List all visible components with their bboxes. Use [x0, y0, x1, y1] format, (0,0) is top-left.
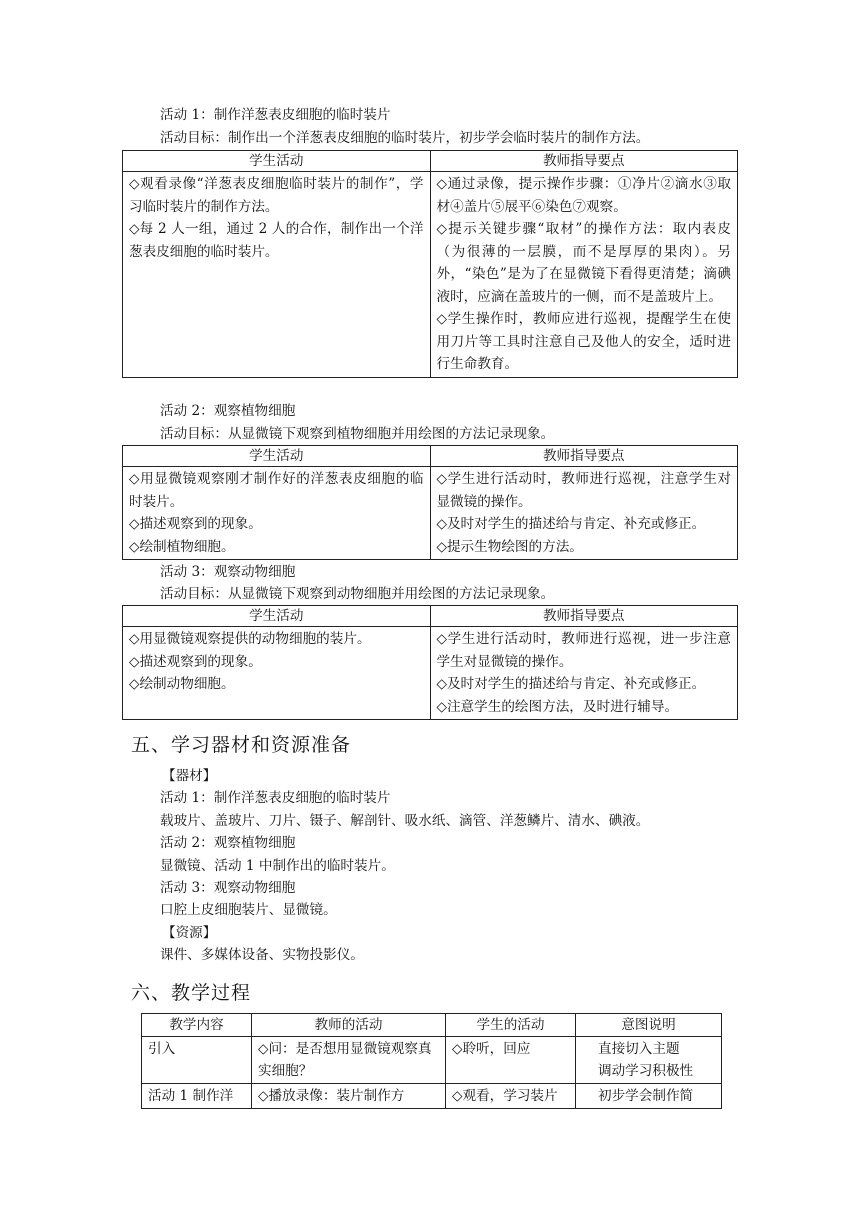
teacher-item: ◇及时对学生的描述给与肯定、补充或修正。: [436, 516, 706, 532]
header-student: 学生活动: [123, 151, 431, 172]
header-student: 学生活动: [123, 446, 431, 467]
student-cell: [123, 467, 431, 560]
student-item: ◇每 2 人一组，通过 2 人的合作，制作出一个洋葱表皮细胞的临时装片。: [129, 221, 424, 260]
cell-student: ◇聆听，回应: [446, 1037, 576, 1084]
teacher-item: ◇学生进行活动时，教师进行巡视，进一步注意学生对显微镜的操作。: [436, 631, 731, 670]
activity1-table: [122, 150, 738, 378]
teacher-cell: [430, 172, 738, 378]
section5-heading: 五、学习器材和资源准备: [131, 734, 352, 756]
section6-heading: 六、教学过程: [131, 982, 252, 1004]
teacher-item: ◇学生进行活动时，教师进行巡视，注意学生对显微镜的操作。: [436, 471, 731, 510]
equipment-line: 口腔上皮细胞装片、显微镜。: [160, 902, 337, 918]
student-item: ◇描述观察到的现象。: [129, 516, 262, 532]
student-item: ◇观看录像“洋葱表皮细胞临时装片的制作”，学习临时装片的制作方法。: [129, 176, 424, 215]
student-cell: [123, 627, 431, 720]
cell-teacher: ◇播放录像：装片制作方: [252, 1084, 446, 1109]
equipment-line: 活动 3：观察动物细胞: [160, 880, 296, 896]
cell-intent: 直接切入主题 调动学习积极性: [576, 1037, 722, 1084]
equipment-line: 活动 2：观察植物细胞: [160, 835, 296, 851]
activity2-title: 活动 2：观察植物细胞: [160, 403, 296, 419]
teacher-item: ◇注意学生的绘图方法，及时进行辅导。: [436, 698, 679, 715]
header-content: 教学内容: [142, 1014, 252, 1037]
header-teacher-activity: 教师的活动: [252, 1014, 446, 1037]
header-teacher: 教师指导要点: [430, 606, 738, 627]
student-item: ◇用显微镜观察刚才制作好的洋葱表皮细胞的临时装片。: [129, 471, 424, 510]
teacher-item: ◇提示关键步骤“取材”的操作方法：取内表皮（为很薄的一层膜，而不是厚厚的果肉）。另外，“染色”是为了在显微镜下看得更清楚；滴碘液时，应滴在盖玻片的一侧，而不是盖玻片上。: [436, 221, 731, 305]
activity3-title: 活动 3：观察动物细胞: [160, 564, 296, 580]
teacher-item: ◇通过录像，提示操作步骤：①净片②滴水③取材④盖片⑤展平⑥染色⑦观察。: [436, 176, 731, 215]
cell-intent: 初步学会制作简: [576, 1084, 722, 1109]
header-intent: 意图说明: [576, 1014, 722, 1037]
header-student: 学生活动: [123, 606, 431, 627]
teacher-item: ◇提示生物绘图的方法。: [436, 538, 583, 555]
resources-label: 【资源】: [162, 925, 217, 941]
equipment-label: 【器材】: [162, 768, 217, 784]
teacher-item: ◇学生操作时，教师应进行巡视，提醒学生在使用刀片等工具时注意自己及他人的安全，适时进行生命教育。: [436, 311, 731, 372]
activity2-goal: 活动目标：从显微镜下观察到植物细胞并用绘图的方法记录现象。: [160, 426, 555, 442]
cell-content: 引入: [142, 1037, 252, 1084]
teacher-cell: [430, 627, 738, 720]
cell-content: 活动 1 制作洋: [142, 1084, 252, 1109]
student-item: ◇用显微镜观察提供的动物细胞的装片。: [129, 631, 371, 647]
teacher-item: ◇及时对学生的描述给与肯定、补充或修正。: [436, 676, 706, 692]
activity3-table: [122, 605, 738, 720]
resources-line: 课件、多媒体设备、实物投影仪。: [160, 947, 364, 963]
equipment-line: 载玻片、盖玻片、刀片、镊子、解剖针、吸水纸、滴管、洋葱鳞片、清水、碘液。: [160, 813, 650, 829]
activity1-title: 活动 1：制作洋葱表皮细胞的临时装片: [160, 107, 391, 123]
student-item: ◇描述观察到的现象。: [129, 653, 262, 670]
equipment-line: 活动 1：制作洋葱表皮细胞的临时装片: [160, 790, 391, 806]
equipment-line: 显微镜、活动 1 中制作出的临时装片。: [160, 858, 395, 874]
teacher-cell: [430, 467, 738, 560]
student-item: ◇绘制植物细胞。: [129, 538, 235, 555]
activity1-goal: 活动目标：制作出一个洋葱表皮细胞的临时装片，初步学会临时装片的制作方法。: [160, 130, 650, 146]
activity2-table: [122, 445, 738, 560]
activity3-goal: 活动目标：从显微镜下观察到动物细胞并用绘图的方法记录现象。: [160, 586, 555, 602]
student-item: ◇绘制动物细胞。: [129, 676, 235, 692]
header-teacher: 教师指导要点: [430, 151, 738, 172]
student-cell: [123, 172, 431, 378]
header-teacher: 教师指导要点: [430, 446, 738, 467]
process-table: [141, 1013, 722, 1109]
table-row: [142, 1084, 722, 1109]
cell-student: ◇观看，学习装片: [446, 1084, 576, 1109]
table-row: [142, 1037, 722, 1084]
header-student-activity: 学生的活动: [446, 1014, 576, 1037]
cell-teacher: ◇问：是否想用显微镜观察真实细胞？: [252, 1037, 446, 1084]
